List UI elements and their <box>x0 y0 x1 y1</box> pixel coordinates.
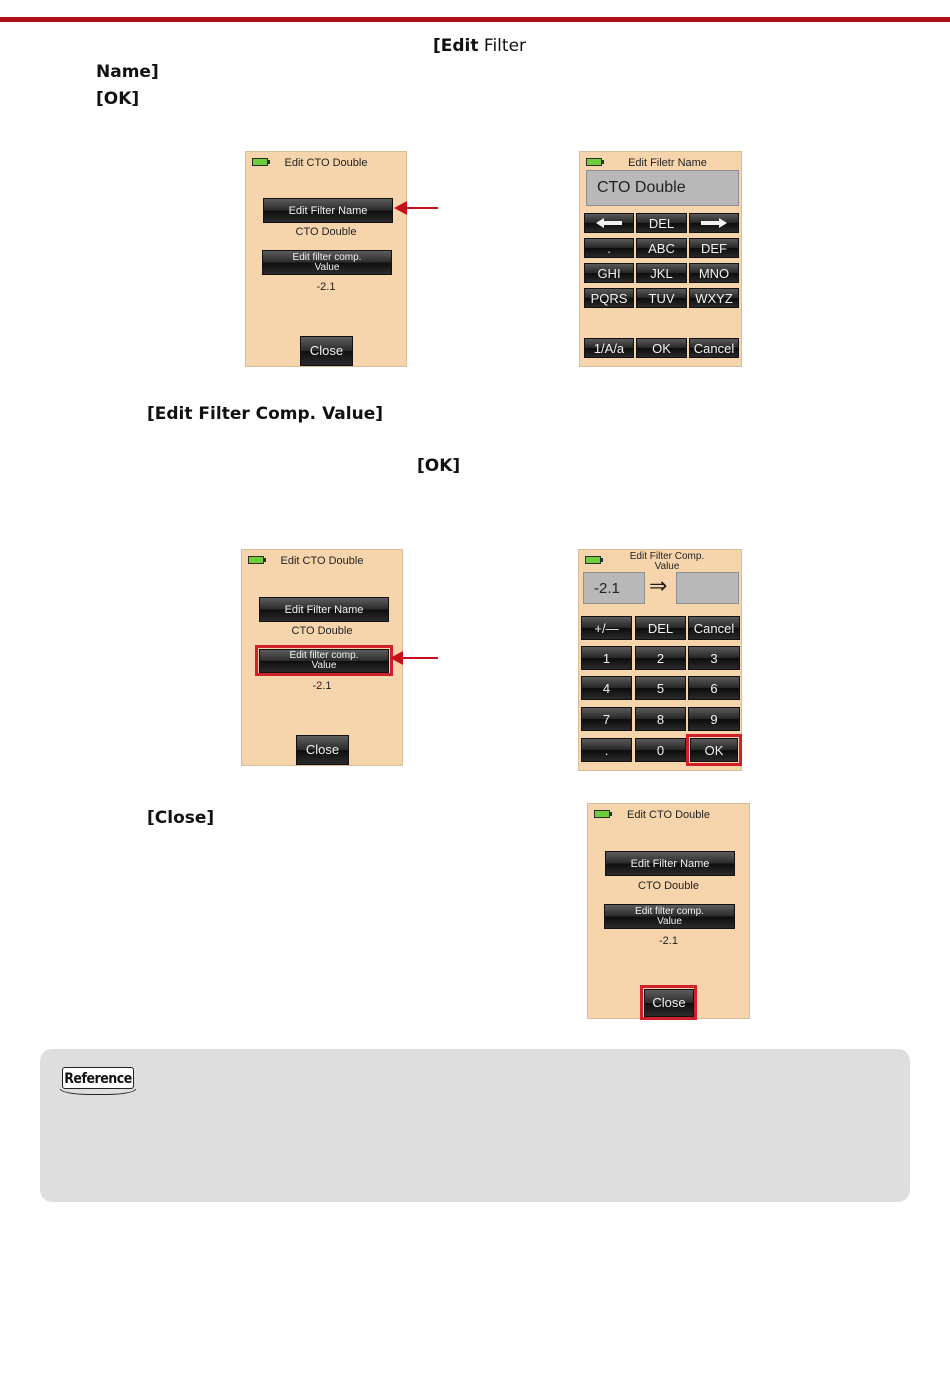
delete-key[interactable]: DEL <box>635 616 686 640</box>
pointer-arrow-icon <box>406 207 438 209</box>
key-jkl[interactable]: JKL <box>636 263 687 283</box>
edit-filter-comp-button[interactable] <box>259 649 389 673</box>
left-arrow-icon <box>596 218 622 228</box>
close-button[interactable]: Close <box>644 989 694 1017</box>
key-6[interactable]: 6 <box>688 676 740 700</box>
filter-name-input[interactable]: CTO Double <box>586 170 739 206</box>
key-5[interactable]: 5 <box>635 676 686 700</box>
close-button[interactable]: Close <box>296 735 349 765</box>
cursor-left-key[interactable] <box>584 213 634 233</box>
reference-badge: Reference <box>62 1067 134 1089</box>
key-wxyz[interactable]: WXYZ <box>689 288 739 308</box>
cancel-key[interactable]: Cancel <box>689 338 739 358</box>
step2-text: [Edit Filter Comp. Value] <box>147 404 383 424</box>
filter-comp-value: -2.1 <box>659 935 678 947</box>
key-abc[interactable]: ABC <box>636 238 687 258</box>
filter-name-value: CTO Double <box>291 625 353 637</box>
sign-key[interactable]: +/— <box>581 616 632 640</box>
key-2[interactable]: 2 <box>635 646 686 670</box>
edit-filter-screen-3 <box>587 803 750 1019</box>
step2-ok-text: [OK] <box>417 456 461 476</box>
key-mno[interactable]: MNO <box>689 263 739 283</box>
filter-comp-editor-screen <box>578 549 742 771</box>
comp-button-line2: Value <box>314 261 340 273</box>
filter-name-value: CTO Double <box>295 226 357 238</box>
edit-filter-name-button[interactable]: Edit Filter Name <box>605 851 735 876</box>
cancel-key[interactable]: Cancel <box>688 616 740 640</box>
step1-text-line2: Name] <box>96 62 159 82</box>
pointer-arrow-icon <box>402 657 438 659</box>
ok-key[interactable]: OK <box>636 338 687 358</box>
screen-title <box>579 552 741 572</box>
new-value-input[interactable] <box>676 572 739 604</box>
cursor-right-key[interactable] <box>689 213 739 233</box>
edit-filter-comp-button[interactable] <box>262 250 392 275</box>
reference-book-icon <box>60 1067 136 1095</box>
key-4[interactable]: 4 <box>581 676 632 700</box>
key-8[interactable]: 8 <box>635 707 686 731</box>
filter-comp-value: -2.1 <box>312 680 332 692</box>
case-toggle-key[interactable]: 1/A/a <box>584 338 634 358</box>
comp-button-line2: Value <box>311 660 337 671</box>
step1-text-line3: [OK] <box>96 89 140 109</box>
key-9[interactable]: 9 <box>688 707 740 731</box>
screen-title: Edit CTO Double <box>627 809 710 821</box>
key-tuv[interactable]: TUV <box>636 288 687 308</box>
ok-key[interactable]: OK <box>690 738 738 762</box>
comp-button-line1: Edit filter comp. <box>289 650 359 661</box>
key-ghi[interactable]: GHI <box>584 263 634 283</box>
comp-button-line2: Value <box>657 915 682 927</box>
close-button[interactable]: Close <box>300 336 353 366</box>
screen-title: Edit CTO Double <box>280 555 364 567</box>
title-line1: Edit Filter Comp. <box>629 551 705 562</box>
reference-panel <box>40 1049 910 1202</box>
screen-title: Edit CTO Double <box>284 157 368 169</box>
edit-filter-name-button[interactable]: Edit Filter Name <box>259 597 389 622</box>
key-1[interactable]: 1 <box>581 646 632 670</box>
key-pqrs[interactable]: PQRS <box>584 288 634 308</box>
key-def[interactable]: DEF <box>689 238 739 258</box>
right-arrow-icon <box>701 218 727 228</box>
step1-text-line1: [Edit Filter <box>433 36 527 56</box>
key-3[interactable]: 3 <box>688 646 740 670</box>
key-dot[interactable]: . <box>584 238 634 258</box>
edit-filter-name-button[interactable]: Edit Filter Name <box>263 198 393 223</box>
step3-text: [Close] <box>147 808 215 828</box>
screen-title: Edit Filetr Name <box>628 157 707 169</box>
filter-name-value: CTO Double <box>638 880 699 892</box>
filter-name-editor-screen <box>579 151 742 367</box>
header-rule <box>0 17 950 22</box>
book-base <box>60 1089 136 1095</box>
current-value-display: -2.1 <box>583 572 645 604</box>
key-dot[interactable]: . <box>581 738 632 762</box>
edit-filter-screen-1 <box>245 151 407 367</box>
value-arrow-icon: ⇒ <box>649 574 668 599</box>
title-line2: Value <box>654 561 680 572</box>
delete-key[interactable]: DEL <box>636 213 687 233</box>
key-7[interactable]: 7 <box>581 707 632 731</box>
key-0[interactable]: 0 <box>635 738 686 762</box>
comp-button-line1: Edit filter comp. <box>635 905 704 917</box>
edit-filter-screen-2 <box>241 549 403 766</box>
comp-button-line1: Edit filter comp. <box>292 251 362 263</box>
filter-comp-value: -2.1 <box>316 281 336 293</box>
edit-filter-comp-button[interactable] <box>604 904 735 929</box>
